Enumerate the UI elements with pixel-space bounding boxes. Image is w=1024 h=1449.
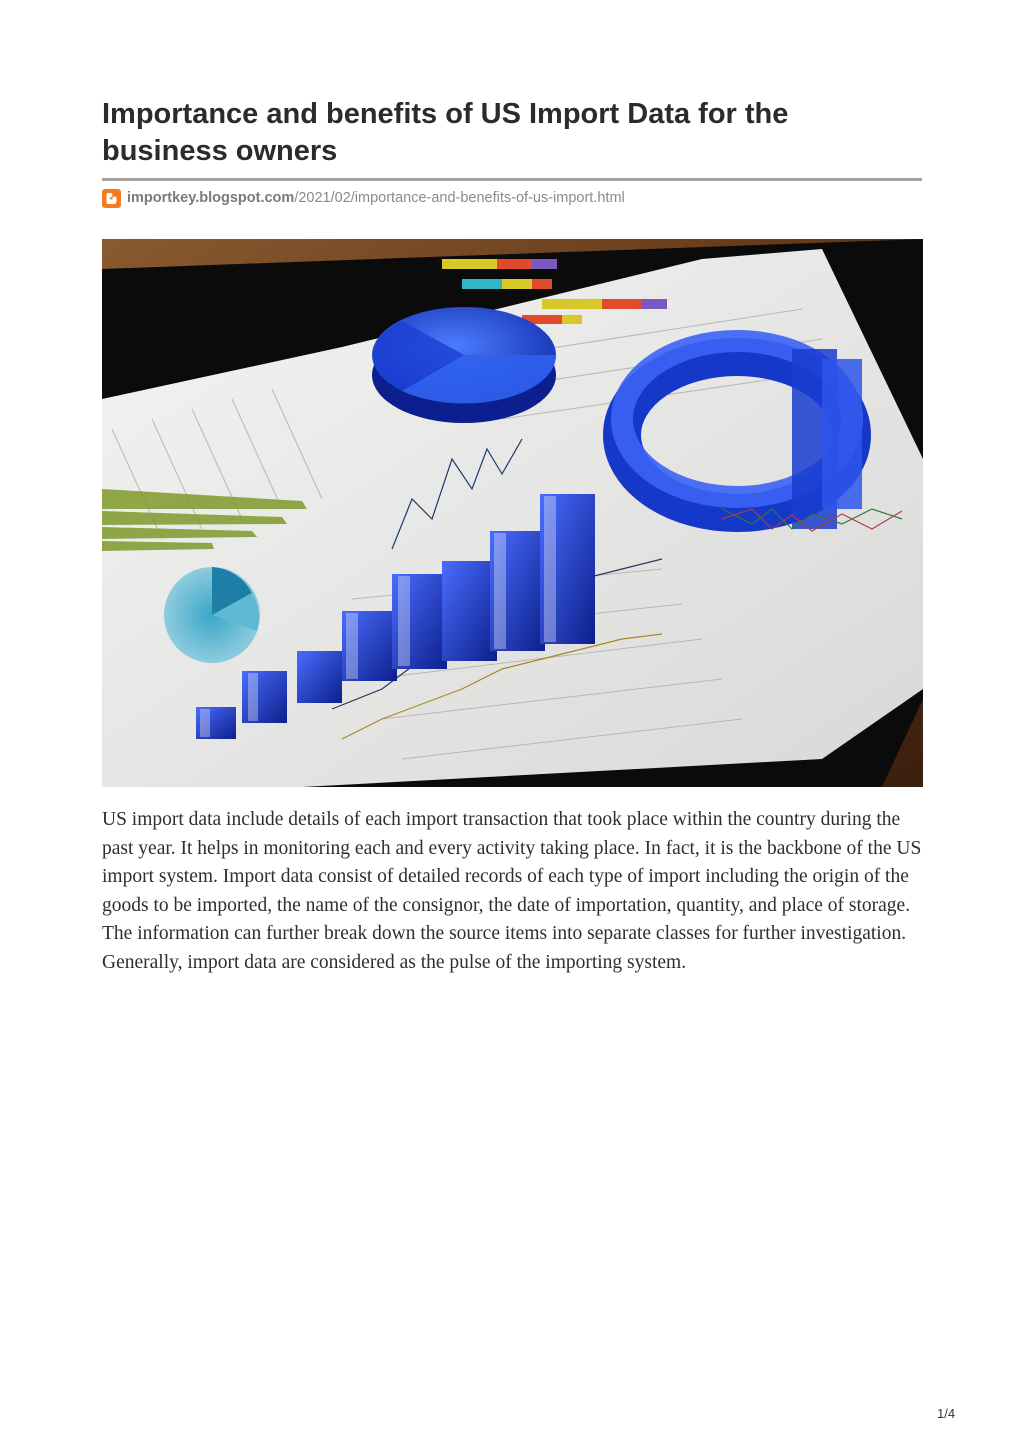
source-line (102, 188, 625, 208)
source-domain[interactable]: importkey.blogspot.com (127, 190, 295, 206)
source-path[interactable]: /2021/02/importance-and-benefits-of-us-import.html (294, 190, 625, 206)
article-body: US import data include details of each import transaction that took place within the country during the past year. It helps in monitoring each and every activity taking place. In fact, it is the backbone of the US import system. Import data consist of detailed records of each type of import including the origin of the goods to be imported, the name of the consignor, the date of importation, quantity, and place of storage. The information can further break down the source items into separate classes for further investigation. Generally, import data are considered as the pulse of the importing system. (102, 809, 922, 973)
blogger-icon (102, 189, 121, 208)
hero-image (102, 239, 923, 787)
article-title: Importance and benefits of US Import Data for the business owners (102, 98, 789, 167)
analytics-dashboard-photo (102, 239, 923, 787)
title-divider (102, 178, 922, 181)
page-number: 1/4 (937, 1406, 956, 1421)
